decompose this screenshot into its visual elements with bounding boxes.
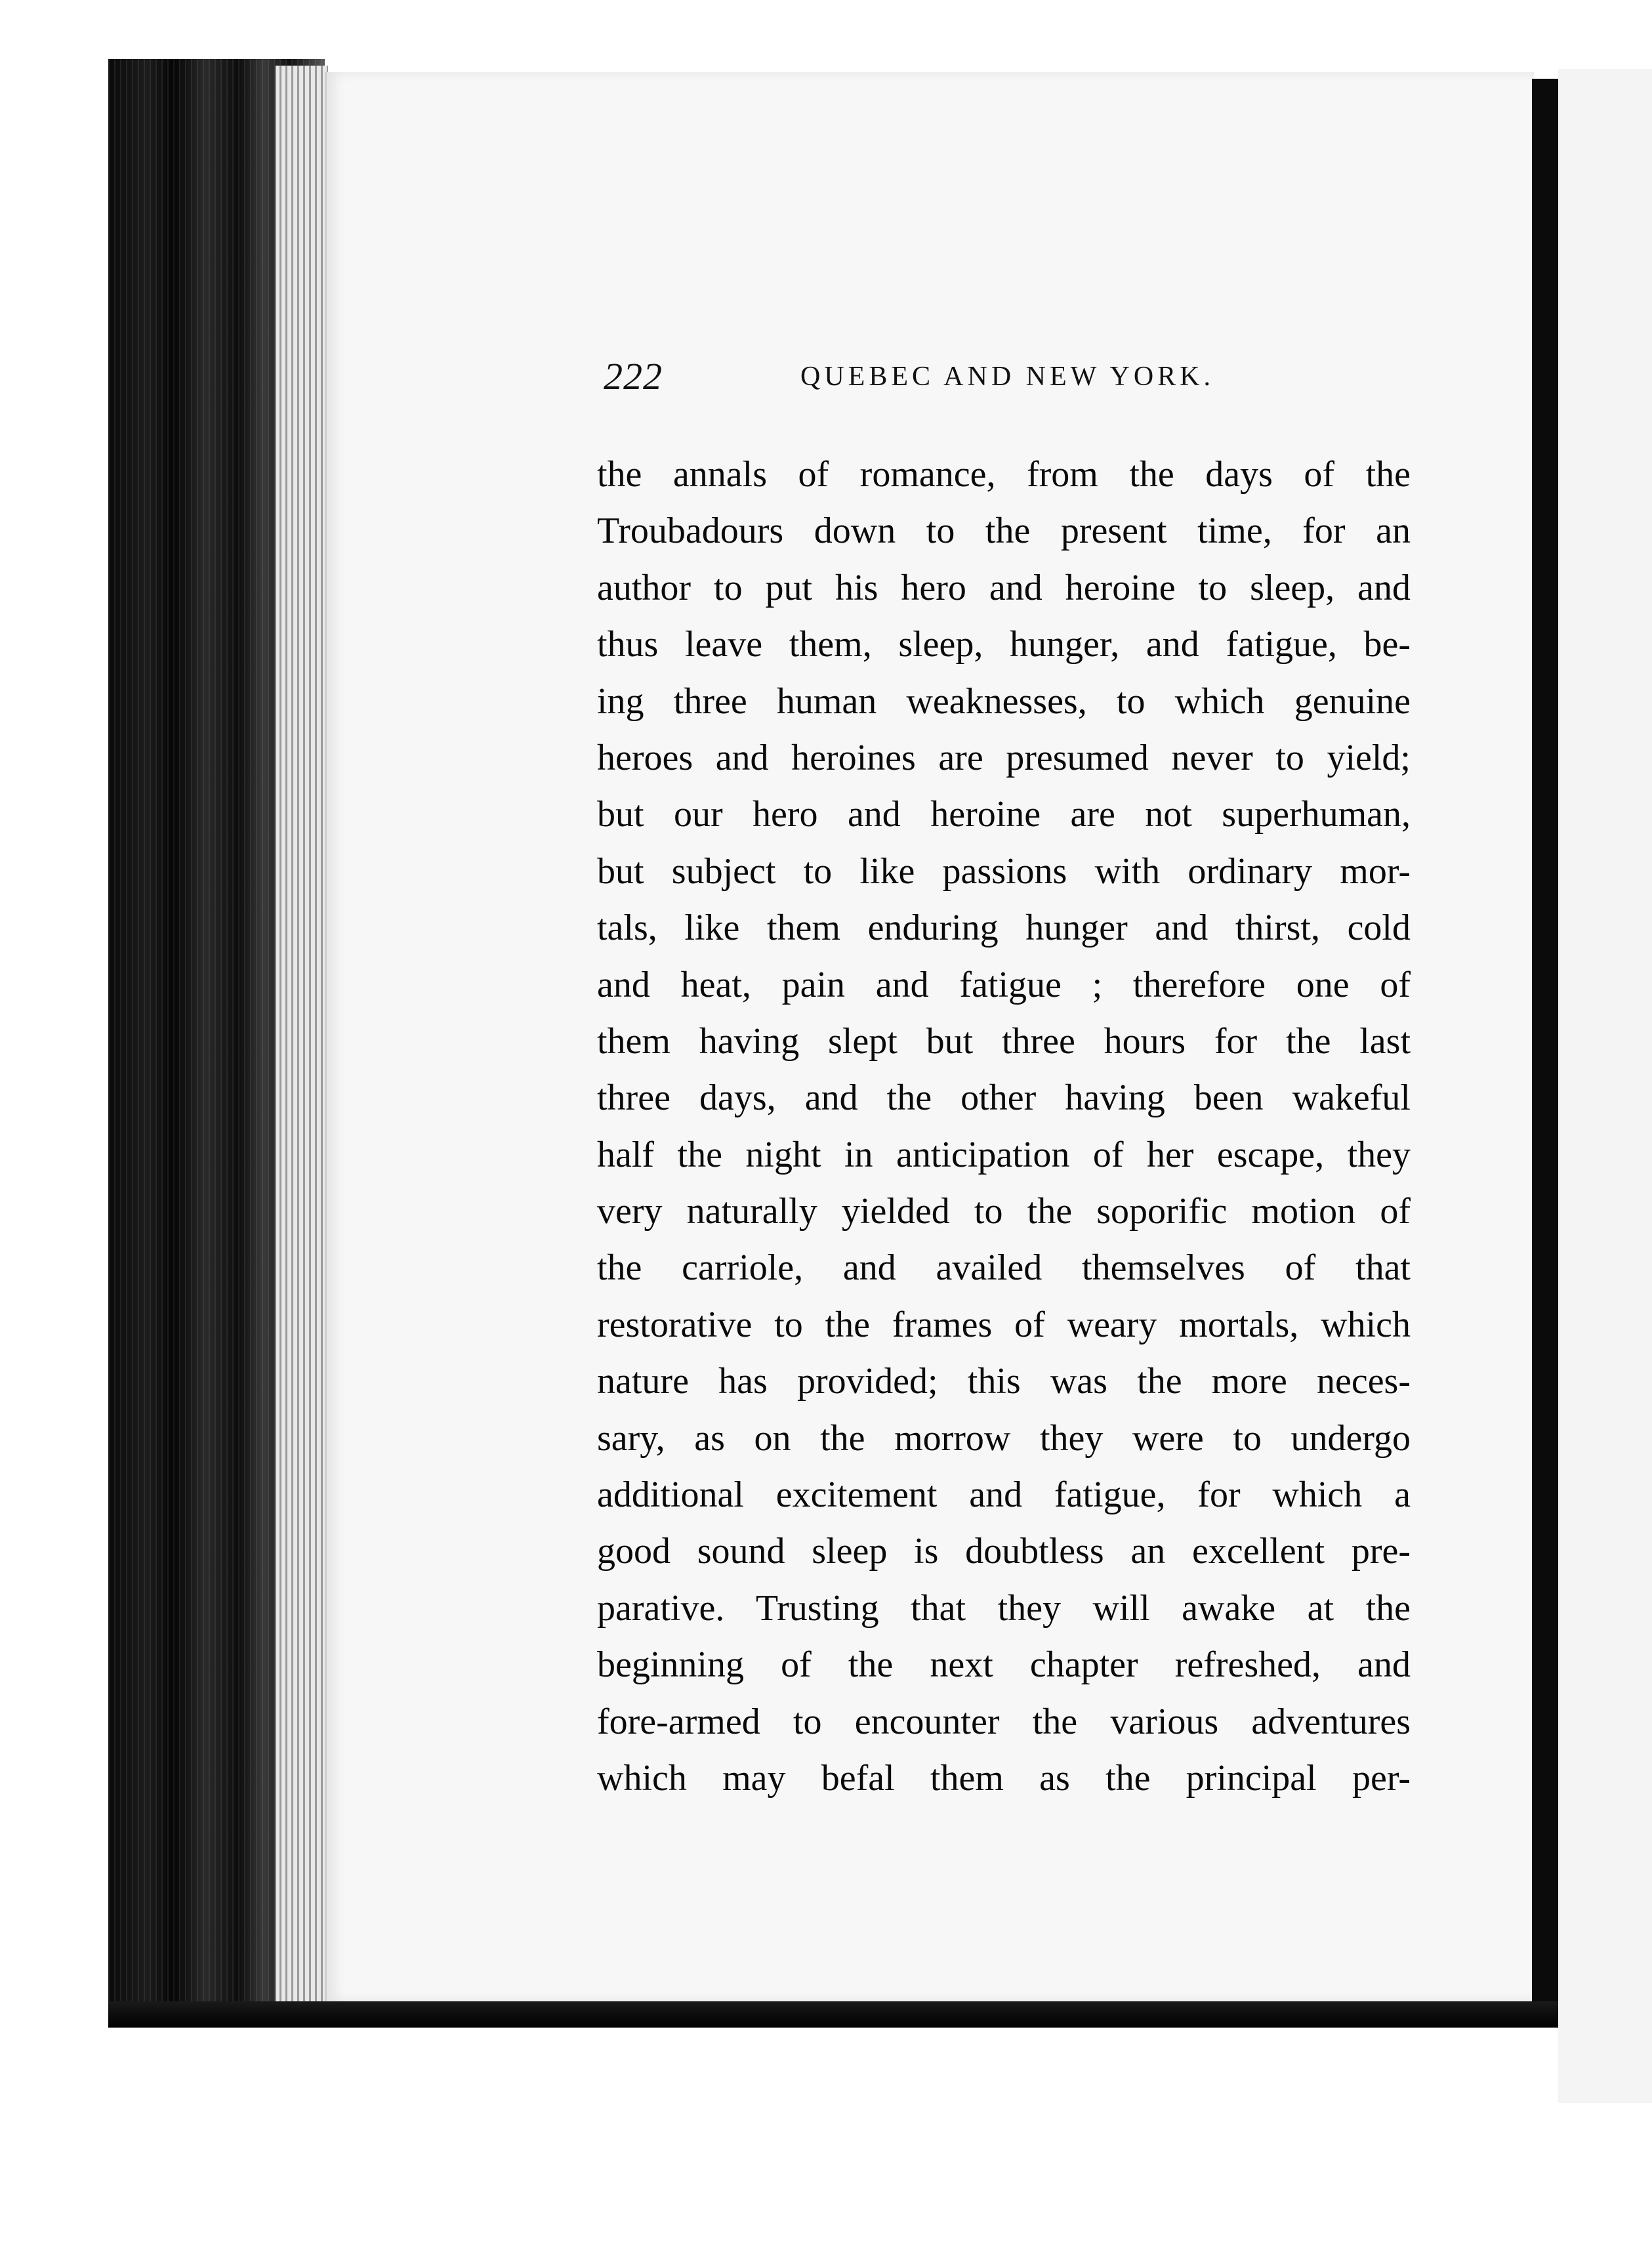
text-line: author to put his hero and heroine to sleep, and — [597, 567, 1411, 608]
page-stack — [276, 66, 328, 2008]
text-line: parative. Trusting that they will awake at the — [597, 1587, 1411, 1629]
body-text — [597, 446, 1411, 1806]
text-line: and heat, pain and fatigue ; therefore one of — [597, 964, 1411, 1005]
text-line: very naturally yielded to the soporific motion of — [597, 1191, 1411, 1232]
text-line: thus leave them, sleep, hunger, and fatigue, be- — [597, 624, 1411, 665]
text-line: additional excitement and fatigue, for which a — [597, 1474, 1411, 1516]
text-line: restorative to the frames of weary mortals, which — [597, 1304, 1411, 1345]
text-line: which may befal them as the principal per- — [597, 1757, 1411, 1799]
text-line: tals, like them enduring hunger and thirst, cold — [597, 907, 1411, 949]
text-line: ing three human weaknesses, to which genuine — [597, 680, 1411, 722]
text-line: but subject to like passions with ordinary mor- — [597, 850, 1411, 892]
text-line: the carriole, and availed themselves of that — [597, 1247, 1411, 1289]
facing-page — [1558, 69, 1652, 2103]
text-line: nature has provided; this was the more neces- — [597, 1361, 1411, 1402]
text-line: sary, as on the morrow they were to undergo — [597, 1417, 1411, 1459]
text-line: but our hero and heroine are not superhuman, — [597, 794, 1411, 835]
bottom-shadow — [108, 2001, 1558, 2028]
text-line: half the night in anticipation of her escape, they — [597, 1134, 1411, 1175]
text-line: three days, and the other having been wakeful — [597, 1077, 1411, 1119]
text-line: beginning of the next chapter refreshed, and — [597, 1644, 1411, 1686]
text-line: the annals of romance, from the days of the — [597, 454, 1411, 495]
page-number: 222 — [604, 355, 663, 398]
text-line: Troubadours down to the present time, for an — [597, 511, 1411, 552]
text-line: fore-armed to encounter the various adventures — [597, 1701, 1411, 1742]
book-gutter — [1532, 79, 1558, 2014]
text-line: them having slept but three hours for the last — [597, 1020, 1411, 1062]
text-line: good sound sleep is doubtless an excellent pre- — [597, 1531, 1411, 1572]
page-header — [604, 354, 1417, 398]
text-line: heroes and heroines are presumed never to yield; — [597, 737, 1411, 778]
running-head: QUEBEC AND NEW YORK. — [800, 362, 1214, 392]
